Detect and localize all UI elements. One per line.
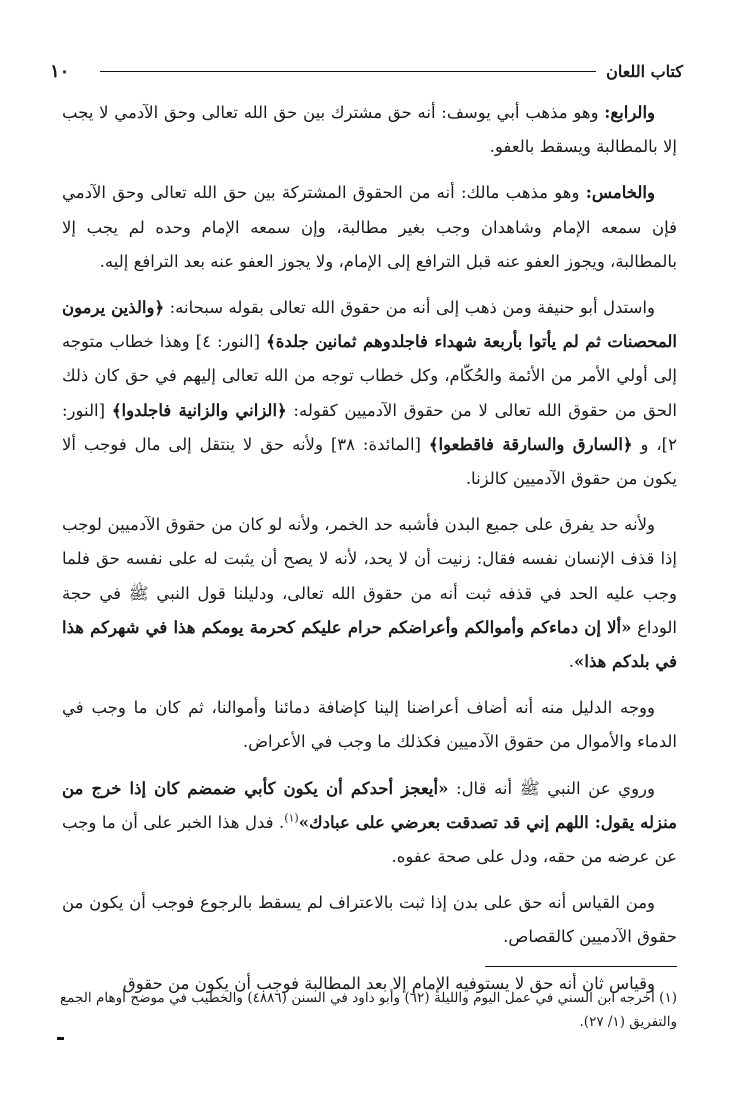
footnote: [60, 986, 677, 1034]
paragraph-text: .: [568, 652, 575, 672]
hadith-quote: «ألا إن دماءكم وأموالكم وأعراضكم حرام عليكم كحرمة يومكم هذا في شهركم هذا في بلدكم هذا»: [62, 617, 677, 672]
hadith-quote: «أيعجز أحدكم أن يكون كأبي ضمضم كان إذا خرج من منزله يقول: اللهم إني قد تصدقت بعرضي على عبادك»: [62, 778, 677, 832]
paragraph-text: ومن القياس أنه حق على بدن إذا ثبت بالاعتراف لم يسقط بالرجوع فوجب أن يكون من حقوق الآدميين كالقصاص.: [62, 893, 677, 947]
paragraph-text: واستدل أبو حنيفة ومن ذهب إلى أنه من حقوق الله تعالى بقوله سبحانه:: [164, 298, 655, 318]
book-title: كتاب اللعان: [606, 61, 683, 81]
quran-verse: ﴿الزاني والزانية فاجلدوا﴾: [111, 400, 287, 420]
paragraph-hadd-argument: [62, 508, 677, 679]
quran-verse: ﴿السارق والسارقة فاقطعوا﴾: [428, 434, 633, 454]
footnote-text: أخرجه ابن السني في عمل اليوم والليلة (٦٢) وأبو داود في السنن (٤٨٨٦) والخطيب في موضح أوهام الجمع والتفريق (١/ ٢٧).: [60, 990, 677, 1030]
paragraph-text: وروي عن النبي ﷺ أنه قال:: [448, 778, 655, 798]
paragraph-lead: والخامس:: [585, 183, 655, 203]
paragraph-text: ووجه الدليل منه أنه أضاف أعراضنا إلينا كإضافة دمائنا وأموالنا، ثم كان ما وجب في الدماء والأموال من حقوق الآدميين فكذلك ما وجب في الأعراض.: [62, 698, 677, 752]
header-rule: [100, 71, 596, 72]
paragraph-lead: والرابع:: [604, 103, 655, 122]
page-mark: [57, 1037, 64, 1040]
page-number: ١٠: [50, 60, 70, 82]
main-text: [62, 96, 677, 1013]
paragraph-analogy-one: [62, 886, 677, 954]
paragraph-text: [النور: ٢]، و: [62, 400, 677, 454]
paragraph-text: [المائدة: ٣٨] ولأنه حق لا ينتقل إلى مال فوجب ألا يكون من حقوق الآدميين كالزنا.: [62, 434, 677, 489]
paragraph-abu-hanifa-argument: [62, 291, 677, 496]
paragraph-text: [النور: ٤] وهذا خطاب متوجه إلى أولي الأمر من الأئمة والحُكّام، وكل خطاب توجه من الله تعالى إليهم في حق كان ذلك الحق من حقوق الله تعالى لا من حقوق الآدميين كقوله:: [62, 332, 678, 420]
paragraph-text: وهو مذهب أبي يوسف: أنه حق مشترك بين حق الله تعالى وحق الآدمي لا يجب إلا بالمطالبة ويسقط بالعفو.: [62, 103, 677, 157]
paragraph-text: وهو مذهب مالك: أنه من الحقوق المشتركة بين حق الله تعالى وحق الآدمي فإن سمعه الإمام وشاهدان وجب بغير مطالبة، وإن سمعه الإمام وحده لم يجب إلا بالمطالبة، ويجوز العفو عنه قبل الترافع إلى الإمام، ولا يجوز العفو عنه بعد الترافع إليه.: [62, 183, 677, 271]
paragraph-text: . فدل هذا الخبر على أن ما وجب عن عرضه من حقه، ودل على صحة عفوه.: [62, 812, 677, 867]
footnote-marker[interactable]: (١): [284, 811, 299, 825]
paragraph-abu-damdam-hadith: [62, 772, 677, 875]
footnote-separator: [485, 966, 677, 967]
paragraph-text: وقياس ثان أنه حق لا يستوفيه الإمام إلا بعد المطالبة فوجب أن يكون من حقوق: [122, 973, 655, 993]
quran-verse: ﴿والذين يرمون المحصنات ثم لم يأتوا بأربعة شهداء فاجلدوهم ثمانين جلدة﴾: [62, 298, 677, 352]
paragraph-text: ولأنه حد يفرق على جميع البدن فأشبه حد الخمر، ولأنه لو كان من حقوق الآدميين لوجب إذا قذف الإنسان نفسه فقال: زنيت أن لا يحد، لأنه لا يصح أن يثبت له على نفسه حق فلما وجب عليه الحد في قذفه ثبت أنه من حقوق الله تعالى، ودليلنا قول النبي ﷺ في حجة الوداع: [62, 515, 677, 637]
footnote-number: (١): [659, 990, 677, 1006]
paragraph-evidence-explanation: [62, 691, 677, 759]
paragraph-fourth-opinion: [62, 96, 677, 164]
page-header: [50, 58, 683, 84]
paragraph-fifth-opinion: [62, 176, 677, 279]
